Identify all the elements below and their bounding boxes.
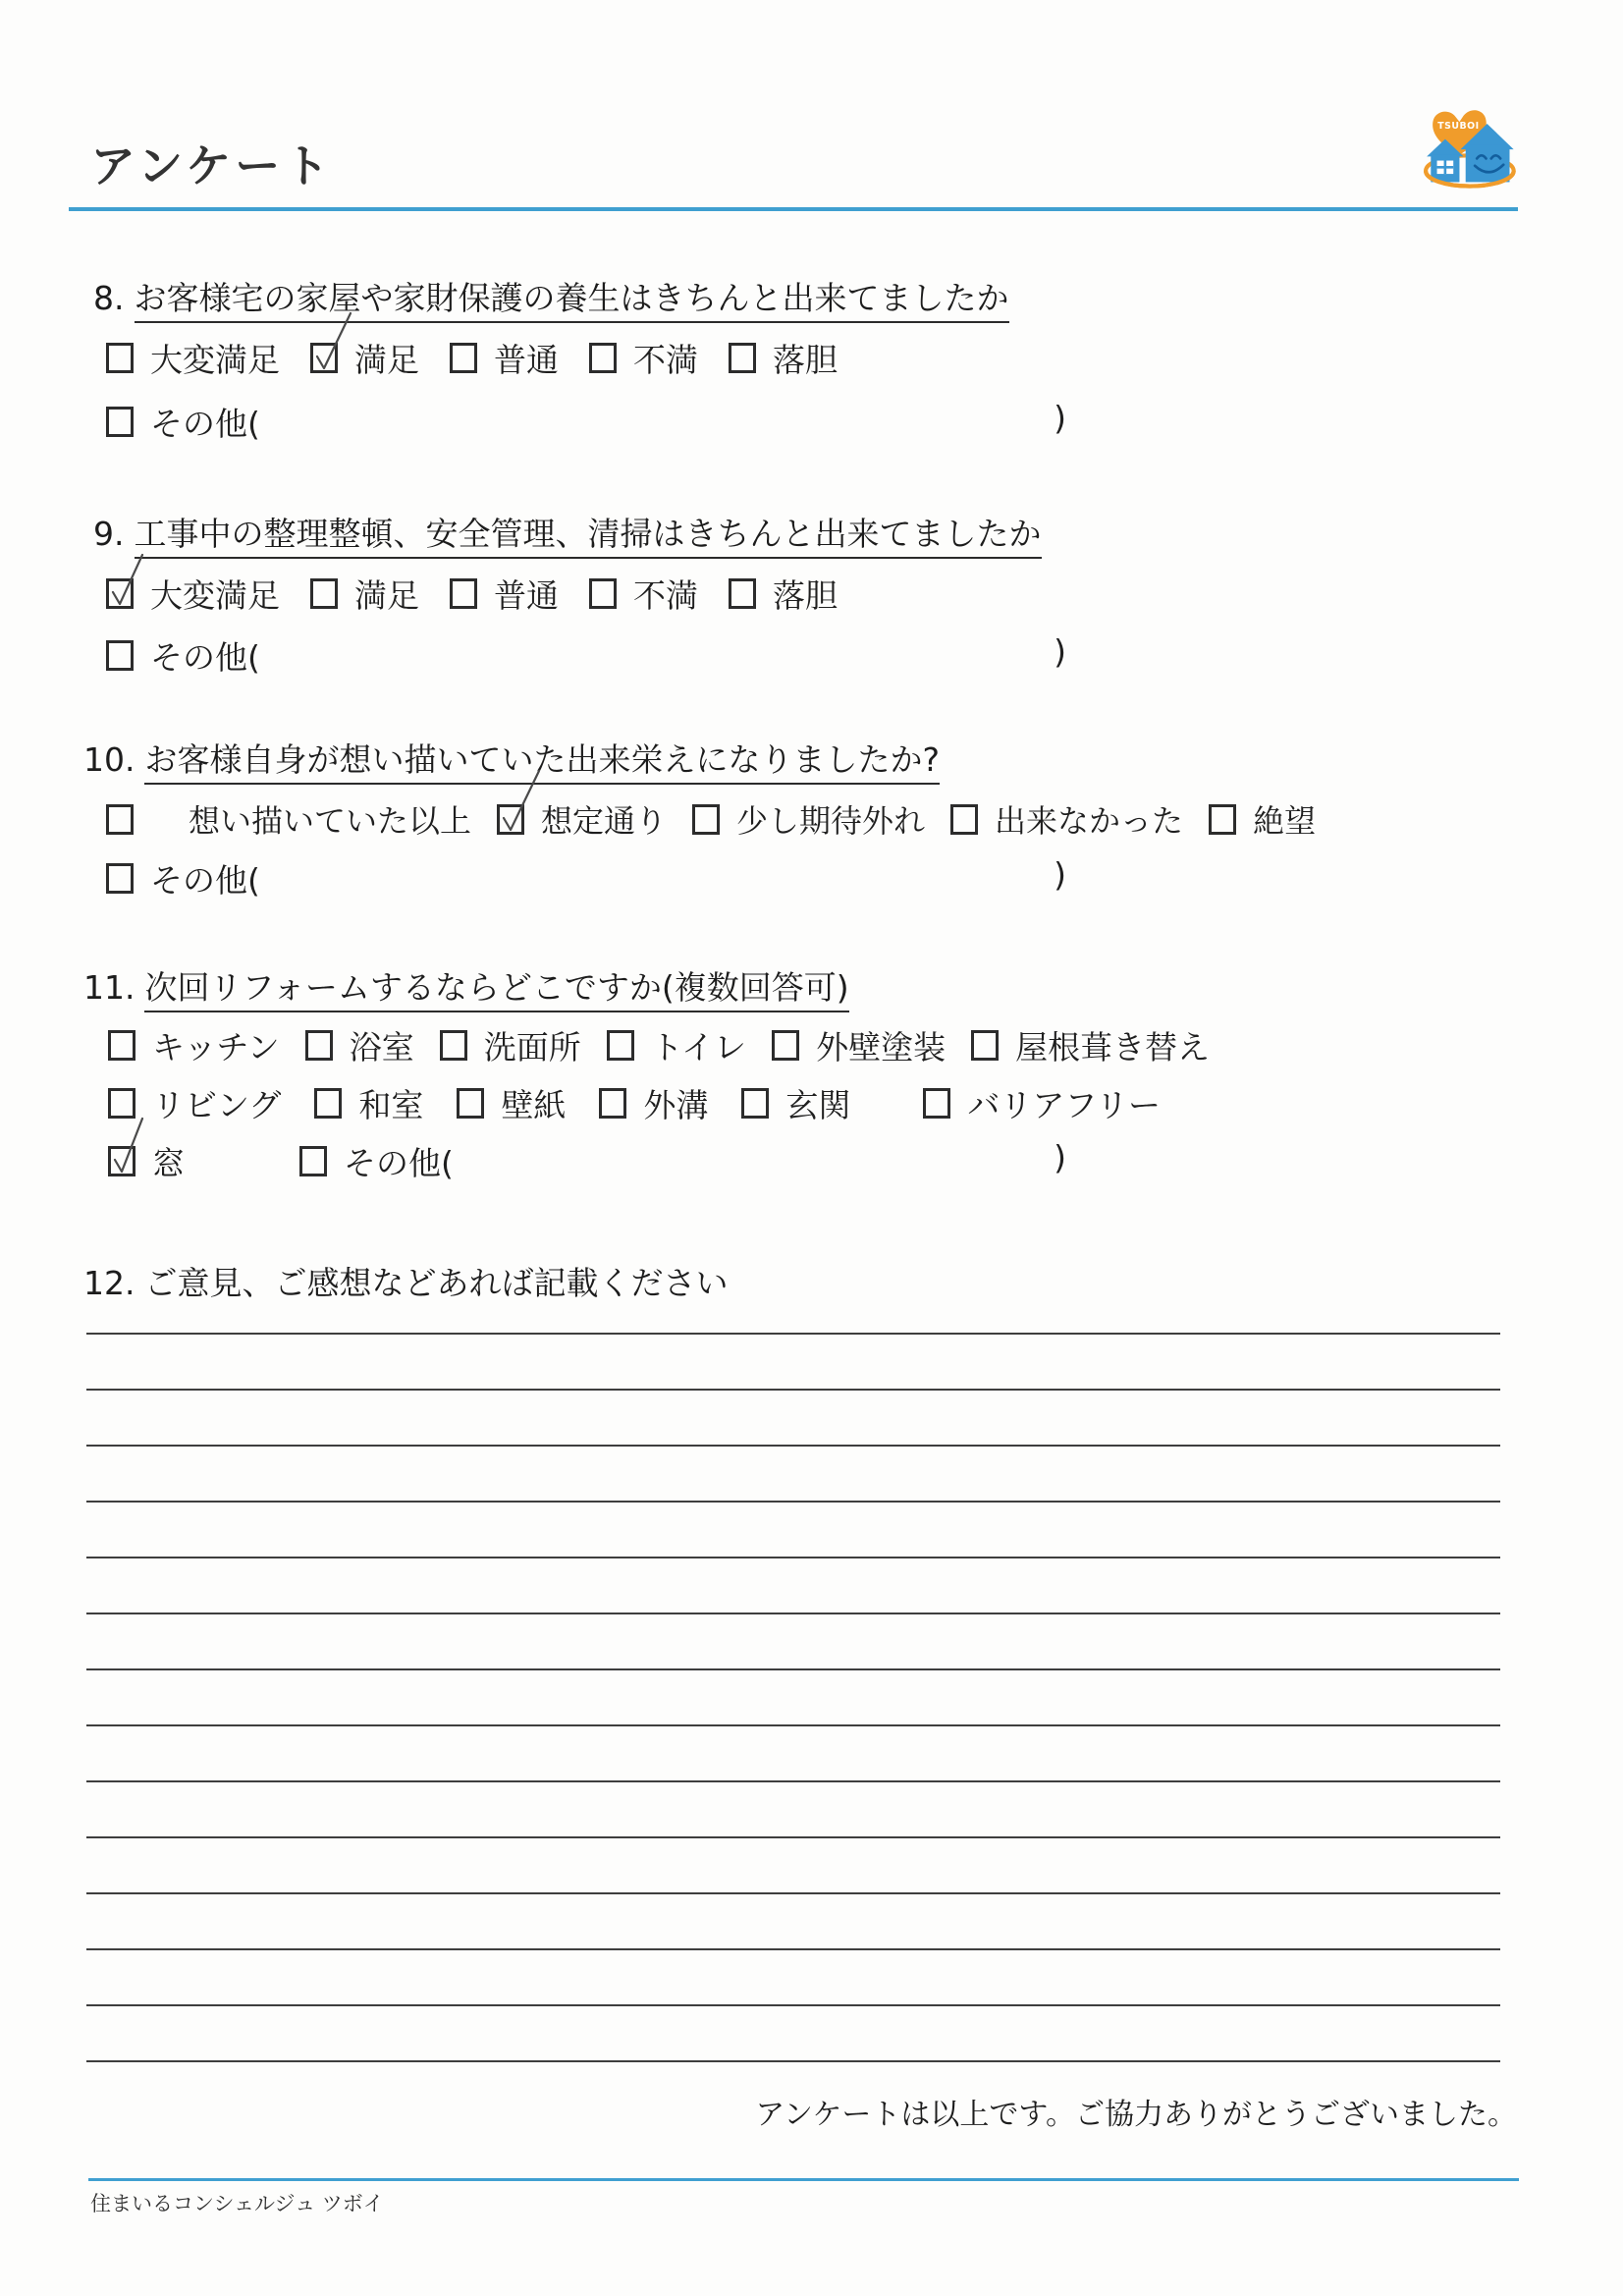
question-8-options [106, 335, 838, 381]
option-disappointed[interactable]: 落胆 [729, 335, 838, 381]
comment-line[interactable] [86, 1668, 1500, 1670]
option-barrier-free[interactable]: バリアフリー [923, 1080, 1161, 1126]
question-10-other: その他( ) [106, 855, 1066, 902]
option-satisfied[interactable]: 満足 [310, 571, 419, 617]
question-11-row1 [108, 1022, 1210, 1068]
checkbox-checked[interactable] [497, 804, 524, 835]
comment-line[interactable] [86, 1892, 1500, 1894]
checkbox[interactable] [310, 578, 338, 609]
option-kitchen[interactable]: キッチン [108, 1022, 280, 1068]
option-toilet[interactable]: トイレ [607, 1022, 746, 1068]
checkbox[interactable] [729, 578, 756, 609]
comment-line[interactable] [86, 1557, 1500, 1558]
checkbox-checked[interactable] [310, 343, 338, 373]
checkbox[interactable] [599, 1088, 626, 1119]
option-bathroom[interactable]: 浴室 [305, 1022, 414, 1068]
question-10-options [106, 796, 1316, 842]
option-entrance[interactable]: 玄関 [741, 1080, 850, 1126]
option-despair[interactable]: 絶望 [1209, 796, 1316, 842]
option-satisfied[interactable]: 満足 [310, 335, 419, 381]
question-10-title: 10. お客様自身が想い描いていた出来栄えになりましたか? [83, 735, 940, 781]
option-living[interactable]: リビング [108, 1080, 281, 1126]
checkbox[interactable] [106, 863, 134, 894]
checkbox-checked[interactable] [108, 1146, 135, 1176]
option-disappointed[interactable]: 落胆 [729, 571, 838, 617]
checkbox[interactable] [950, 804, 978, 835]
option-dissatisfied[interactable]: 不満 [589, 571, 698, 617]
checkbox[interactable] [314, 1088, 342, 1119]
option-roof-replacement[interactable]: 屋根葺き替え [971, 1022, 1210, 1068]
closing-message: アンケートは以上です。ご協力ありがとうございました。 [755, 2098, 1517, 2132]
question-12-title: 12. ご意見、ご感想などあれば記載ください [83, 1264, 729, 1302]
checkbox[interactable] [106, 343, 134, 373]
option-normal[interactable]: 普通 [450, 335, 559, 381]
option-not-achieved[interactable]: 出来なかった [950, 796, 1183, 842]
checkbox[interactable] [589, 578, 617, 609]
option-very-satisfied[interactable]: 大変満足 [106, 571, 280, 617]
comment-line[interactable] [86, 1836, 1500, 1838]
checkbox[interactable] [108, 1088, 135, 1119]
option-as-expected[interactable]: 想定通り [497, 796, 667, 842]
comment-line[interactable] [86, 1724, 1500, 1726]
option-slightly-disappointing[interactable]: 少し期待外れ [692, 796, 925, 842]
footer-rule [88, 2178, 1519, 2181]
checkbox[interactable] [923, 1088, 950, 1119]
option-washroom[interactable]: 洗面所 [440, 1022, 581, 1068]
comment-line[interactable] [86, 1333, 1500, 1335]
checkbox[interactable] [108, 1030, 135, 1061]
checkbox[interactable] [692, 804, 720, 835]
checkbox[interactable] [1209, 804, 1236, 835]
checkbox[interactable] [589, 343, 617, 373]
option-window[interactable]: 窓 [108, 1138, 185, 1184]
option-beyond-expectation[interactable]: 想い描いていた以上 [106, 796, 471, 842]
question-9-options [106, 571, 838, 617]
checkbox[interactable] [106, 804, 134, 835]
checkbox[interactable] [971, 1030, 999, 1061]
company-name: 住まいるコンシェルジュ ツボイ [90, 2192, 384, 2215]
option-dissatisfied[interactable]: 不満 [589, 335, 698, 381]
comment-line[interactable] [86, 1613, 1500, 1614]
option-exterior-paint[interactable]: 外壁塗装 [772, 1022, 946, 1068]
comment-line[interactable] [86, 1948, 1500, 1950]
comment-line[interactable] [86, 1780, 1500, 1782]
question-9-other: その他( ) [106, 632, 1066, 679]
tsuboi-logo [1424, 102, 1522, 192]
comment-line[interactable] [86, 1501, 1500, 1503]
checkbox[interactable] [106, 640, 134, 671]
checkbox[interactable] [106, 407, 134, 437]
checkbox[interactable] [450, 578, 477, 609]
checkbox[interactable] [305, 1030, 333, 1061]
option-very-satisfied[interactable]: 大変満足 [106, 335, 280, 381]
option-other[interactable]: その他( [299, 1138, 454, 1184]
checkbox[interactable] [440, 1030, 467, 1061]
question-11-title: 11. 次回リフォームするならどこですか(複数回答可) [83, 962, 849, 1009]
checkbox-checked[interactable] [106, 578, 134, 609]
question-8-title: 8. お客様宅の家屋や家財保護の養生はきちんと出来てましたか [93, 273, 1009, 319]
logo-wordmark: TSUBOI [1437, 121, 1480, 133]
checkbox[interactable] [729, 343, 756, 373]
option-japanese-room[interactable]: 和室 [314, 1080, 423, 1126]
tsuboi-logo-graphic [1424, 102, 1522, 192]
checkbox[interactable] [607, 1030, 634, 1061]
option-outer-drain[interactable]: 外溝 [599, 1080, 708, 1126]
question-11-row2 [108, 1080, 1161, 1126]
title-underline [69, 207, 1518, 211]
comment-area [86, 1333, 1500, 2062]
comment-line[interactable] [86, 1445, 1500, 1447]
question-11-row3: 窓 その他( ) [108, 1138, 1066, 1184]
checkbox[interactable] [772, 1030, 799, 1061]
option-wallpaper[interactable]: 壁紙 [457, 1080, 566, 1126]
comment-line[interactable] [86, 2004, 1500, 2006]
checkbox[interactable] [299, 1146, 327, 1176]
comment-line[interactable] [86, 1389, 1500, 1391]
page-title: アンケート [90, 139, 334, 192]
checkbox[interactable] [741, 1088, 769, 1119]
question-9-title: 9. 工事中の整理整頓、安全管理、清掃はきちんと出来てましたか [93, 509, 1042, 555]
checkbox[interactable] [450, 343, 477, 373]
question-8-other: その他( ) [106, 399, 1066, 445]
checkbox[interactable] [457, 1088, 484, 1119]
option-normal[interactable]: 普通 [450, 571, 559, 617]
comment-line[interactable] [86, 2060, 1500, 2062]
